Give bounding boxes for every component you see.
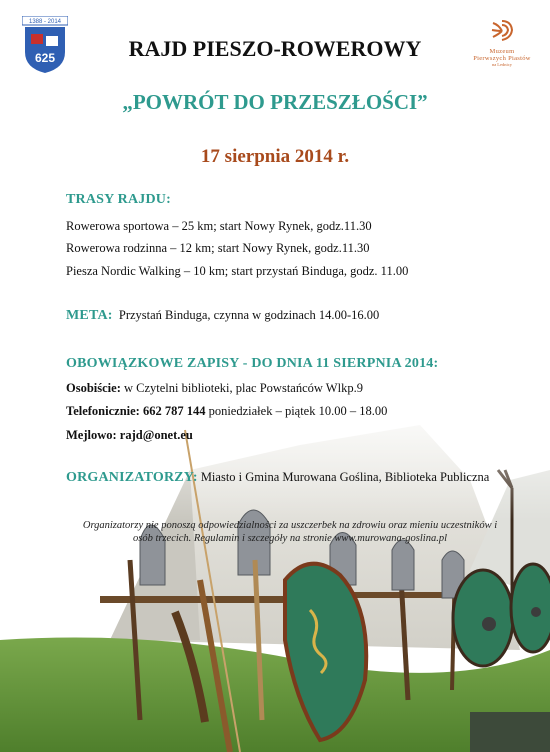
phone-label: Telefonicznie: [66,404,140,418]
registration-heading: OBOWIĄZKOWE ZAPISY - DO DNIA 11 SIERPNIA 2014: [66,356,439,371]
poster-subtitle: „POWRÓT DO PRZESZŁOŚCI” [122,90,428,114]
disclaimer: Organizatorzy nie ponoszą odpowiedzialności za uszczerbek na zdrowiu oraz mieniu uczestników i osób trzecich. Regulamin i szczegóły na stronie www.murowana-goslina.pl [82,520,498,544]
museum-name-line2: Pierwszych Piastów [473,55,531,62]
in-person-text: w Czytelni biblioteki, plac Powstańców Wlkp.9 [123,381,363,395]
crest-years: 1388 - 2014 [28,19,62,25]
route-item: Rowerowa sportowa – 25 km; start Nowy Rynek, godz.11.30 [66,219,372,233]
museum-name-line3: na Lednicy [491,62,513,67]
email-label: Mejlowo: [66,428,117,442]
registration-email [66,428,193,443]
route-item: Piesza Nordic Walking – 10 km; start przystań Binduga, godz. 11.00 [66,264,409,278]
in-person-label: Osobiście: [66,381,121,395]
organizers-line [66,470,489,486]
organizers-label: ORGANIZATORZY: [66,470,198,485]
routes-heading: TRASY RAJDU: [66,192,171,207]
museum-name-line1: Muzeum [489,48,515,55]
finish-label: META: [66,308,113,323]
event-date: 17 sierpnia 2014 r. [200,146,350,167]
phone-hours: poniedziałek – piątek 10.00 – 18.00 [208,404,388,418]
registration-phone [66,404,387,419]
poster-title: RAJD PIESZO-ROWEROWY [128,36,422,61]
email-address: rajd@onet.eu [119,428,193,442]
route-item: Rowerowa rodzinna – 12 km; start Nowy Rynek, godz.11.30 [66,241,370,255]
finish-text: Przystań Binduga, czynna w godzinach 14.00-16.00 [118,308,380,322]
finish-line [66,308,379,324]
crest-number: 625 [34,51,56,65]
registration-in-person [66,381,363,396]
phone-number: 662 787 144 [142,404,206,418]
organizers-text: Miasto i Gmina Murowana Goślina, Biblioteka Publiczna [200,470,490,484]
